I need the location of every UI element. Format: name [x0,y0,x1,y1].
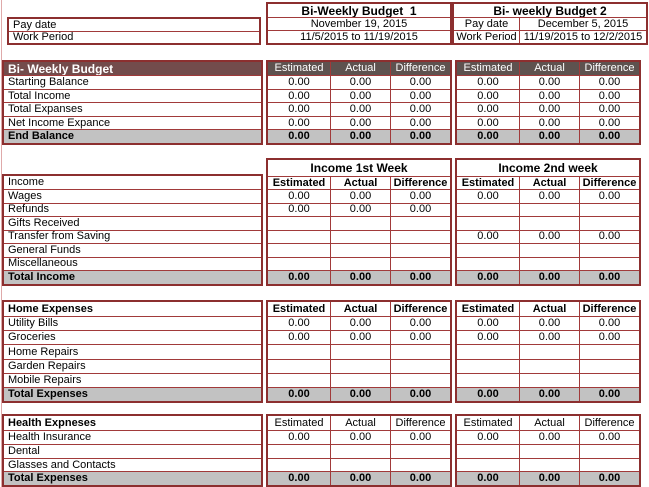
budget1-work-period-value[interactable]: 11/5/2015 to 11/19/2015 [268,30,450,43]
summary-starting-balance-b2-estimated[interactable]: 0.00 [457,75,519,89]
summary-b2-header-difference[interactable]: Difference [579,62,639,75]
income-row-general-funds-label[interactable]: General Funds [4,243,261,257]
income-transfer-from-saving-b2-difference[interactable]: 0.00 [579,230,639,244]
income-wages-b2-actual[interactable]: 0.00 [519,189,579,203]
income-miscellaneous-b1-difference[interactable] [390,257,450,271]
home-home-repairs-b2-actual[interactable] [519,344,579,359]
home-b1-header-actual[interactable]: Actual [330,302,390,316]
income-b1-table [266,158,452,286]
income-general-funds-b2-estimated[interactable] [457,243,519,257]
income-general-funds-b2-actual[interactable] [519,243,579,257]
income-b2-table [455,158,641,286]
home-b2-header-estimated[interactable]: Estimated [461,302,515,315]
summary-section-title[interactable]: Bi- Weekly Budget [4,62,261,75]
health-row-glasses-and-contacts-label[interactable]: Glasses and Contacts [4,458,261,471]
health-dental-b1-difference[interactable] [390,444,450,458]
income-b2-title[interactable]: Income 2nd week [498,161,598,175]
health-glasses-and-contacts-b1-actual[interactable] [330,458,390,471]
health-total-expenses-b2-difference[interactable]: 0.00 [579,471,639,485]
income-wages-b2-difference[interactable]: 0.00 [579,189,639,203]
income-transfer-from-saving-b2-estimated[interactable]: 0.00 [457,230,519,244]
summary-net-income-expance-b1-actual[interactable]: 0.00 [330,116,390,129]
home-total-expenses-b2-actual[interactable]: 0.00 [519,387,579,401]
home-total-expenses-b1-actual[interactable]: 0.00 [330,387,390,401]
summary-row-starting-balance-label[interactable]: Starting Balance [4,75,261,89]
home-garden-repairs-b2-estimated[interactable] [457,359,519,373]
health-dental-b1-estimated[interactable] [268,444,330,458]
home-mobile-repairs-b2-difference[interactable] [579,373,639,387]
income-general-funds-b2-difference[interactable] [579,243,639,257]
income-gifts-received-b1-actual[interactable] [330,216,390,230]
income-b1-header-actual[interactable]: Actual [330,176,390,189]
income-b1-header-difference[interactable]: Difference [390,176,450,189]
health-glasses-and-contacts-b1-estimated[interactable] [268,458,330,471]
home-b1-table [266,300,452,403]
summary-total-expanses-b1-actual[interactable]: 0.00 [330,102,390,116]
income-refunds-b2-difference[interactable] [579,203,639,217]
summary-end-balance-b2-difference[interactable]: 0.00 [579,129,639,143]
home-utility-bills-b2-estimated[interactable]: 0.00 [457,316,519,330]
summary-b1-header-difference[interactable]: Difference [390,62,450,75]
summary-starting-balance-b1-actual[interactable]: 0.00 [330,75,390,89]
income-transfer-from-saving-b1-actual[interactable] [330,230,390,244]
health-dental-b2-actual[interactable] [519,444,579,458]
summary-b1-header-actual[interactable]: Actual [330,62,390,75]
budget1-title[interactable]: Bi-Weekly Budget 1 [301,4,417,17]
income-row-miscellaneous-label[interactable]: Miscellaneous [4,257,261,271]
home-home-repairs-b2-difference[interactable] [579,344,639,359]
home-home-repairs-b1-actual[interactable] [330,344,390,359]
pay-date-label-cell[interactable]: Pay date [13,19,57,31]
home-utility-bills-b1-difference[interactable]: 0.00 [390,316,450,330]
health-health-insurance-b2-difference[interactable]: 0.00 [579,430,639,444]
summary-total-income-b1-actual[interactable]: 0.00 [330,89,390,102]
income-gifts-received-b2-difference[interactable] [579,216,639,230]
health-b2-header-estimated[interactable]: Estimated [463,416,513,429]
income-b1-header-estimated[interactable]: Estimated [268,176,330,189]
income-miscellaneous-b2-difference[interactable] [579,257,639,271]
home-label-table [2,300,263,403]
health-b2-table [455,414,641,487]
income-miscellaneous-b2-actual[interactable] [519,257,579,271]
health-health-insurance-b1-actual[interactable]: 0.00 [330,430,390,444]
health-total-expenses-b1-difference[interactable]: 0.00 [390,471,450,485]
income-refunds-b2-actual[interactable] [519,203,579,217]
summary-b2-header-estimated[interactable]: Estimated [457,62,519,75]
health-section-title[interactable]: Health Expneses [8,416,97,429]
budget2-pay-date-label-cell[interactable]: Pay date [454,17,519,30]
home-utility-bills-b1-estimated[interactable]: 0.00 [268,316,330,330]
income-refunds-b1-estimated[interactable]: 0.00 [268,203,330,217]
health-total-expenses-b2-estimated[interactable]: 0.00 [457,471,519,485]
summary-total-income-b2-difference[interactable]: 0.00 [579,89,639,102]
income-gifts-received-b2-actual[interactable] [519,216,579,230]
health-row-total-expenses-label[interactable]: Total Expenses [4,471,261,485]
summary-net-income-expance-b1-difference[interactable]: 0.00 [390,116,450,129]
health-glasses-and-contacts-b2-difference[interactable] [579,458,639,471]
summary-net-income-expance-b2-estimated[interactable]: 0.00 [457,116,519,129]
budget2-work-period-label-cell[interactable]: Work Period [454,30,519,43]
income-section-title[interactable]: Income [8,176,45,188]
income-wages-b2-estimated[interactable]: 0.00 [457,189,519,203]
home-garden-repairs-b2-actual[interactable] [519,359,579,373]
home-groceries-b2-actual[interactable]: 0.00 [519,330,579,344]
income-general-funds-b1-estimated[interactable] [268,243,330,257]
home-total-expenses-b2-difference[interactable]: 0.00 [579,387,639,401]
health-glasses-and-contacts-b1-difference[interactable] [390,458,450,471]
income-general-funds-b1-difference[interactable] [390,243,450,257]
income-row-gifts-received-label[interactable]: Gifts Received [4,216,261,230]
home-b2-table [455,300,641,403]
summary-total-income-b2-actual[interactable]: 0.00 [519,89,579,102]
home-row-mobile-repairs-label[interactable]: Mobile Repairs [4,373,261,387]
summary-end-balance-b1-difference[interactable]: 0.00 [390,129,450,143]
health-total-expenses-b2-actual[interactable]: 0.00 [519,471,579,485]
health-dental-b2-estimated[interactable] [457,444,519,458]
home-row-utility-bills-label[interactable]: Utility Bills [4,316,261,330]
home-groceries-b1-difference[interactable]: 0.00 [390,330,450,344]
home-mobile-repairs-b1-actual[interactable] [330,373,390,387]
health-dental-b2-difference[interactable] [579,444,639,458]
summary-total-income-b1-difference[interactable]: 0.00 [390,89,450,102]
budget1-pay-date-value[interactable]: November 19, 2015 [268,17,450,30]
health-b2-header-difference[interactable]: Difference [579,416,639,430]
income-total-income-b2-estimated[interactable]: 0.00 [457,270,519,284]
summary-b2-table [455,60,641,145]
summary-row-total-income-label[interactable]: Total Income [4,89,261,102]
income-total-income-b2-difference[interactable]: 0.00 [579,270,639,284]
income-total-income-b1-actual[interactable]: 0.00 [330,270,390,284]
summary-starting-balance-b2-actual[interactable]: 0.00 [519,75,579,89]
health-b2-header-actual[interactable]: Actual [519,416,579,430]
summary-end-balance-b2-estimated[interactable]: 0.00 [457,129,519,143]
summary-total-income-b1-estimated[interactable]: 0.00 [268,89,330,102]
health-health-insurance-b1-difference[interactable]: 0.00 [390,430,450,444]
home-b2-header-actual[interactable]: Actual [519,302,579,316]
health-glasses-and-contacts-b2-estimated[interactable] [457,458,519,471]
summary-total-income-b2-estimated[interactable]: 0.00 [457,89,519,102]
income-gifts-received-b1-estimated[interactable] [268,216,330,230]
health-b1-table [266,414,452,487]
summary-net-income-expance-b2-actual[interactable]: 0.00 [519,116,579,129]
income-wages-b1-actual[interactable]: 0.00 [330,189,390,203]
summary-starting-balance-b2-difference[interactable]: 0.00 [579,75,639,89]
summary-row-net-income-expance-label[interactable]: Net Income Expance [4,116,261,129]
home-utility-bills-b2-difference[interactable]: 0.00 [579,316,639,330]
health-row-dental-label[interactable]: Dental [4,444,261,458]
summary-net-income-expance-b2-difference[interactable]: 0.00 [579,116,639,129]
home-mobile-repairs-b1-difference[interactable] [390,373,450,387]
home-total-expenses-b1-estimated[interactable]: 0.00 [268,387,330,401]
home-row-groceries-label[interactable]: Groceries [4,330,261,344]
summary-b1-table [266,60,452,145]
income-refunds-b1-actual[interactable]: 0.00 [330,203,390,217]
home-section-title[interactable]: Home Expenses [8,302,93,315]
home-groceries-b1-actual[interactable]: 0.00 [330,330,390,344]
home-mobile-repairs-b2-estimated[interactable] [457,373,519,387]
income-total-income-b1-difference[interactable]: 0.00 [390,270,450,284]
health-b1-header-estimated[interactable]: Estimated [274,416,324,429]
home-total-expenses-b1-difference[interactable]: 0.00 [390,387,450,401]
summary-row-end-balance-label[interactable]: End Balance [4,129,261,143]
home-row-total-expenses-label[interactable]: Total Expenses [4,387,261,401]
home-groceries-b2-estimated[interactable]: 0.00 [457,330,519,344]
summary-total-expanses-b2-difference[interactable]: 0.00 [579,102,639,116]
income-general-funds-b1-actual[interactable] [330,243,390,257]
budget2-work-period-value[interactable]: 11/19/2015 to 12/2/2015 [519,30,646,43]
pay-info-label-table [7,17,261,45]
income-b1-title[interactable]: Income 1st Week [310,161,408,175]
health-b1-header-difference[interactable]: Difference [390,416,450,430]
home-mobile-repairs-b1-estimated[interactable] [268,373,330,387]
income-transfer-from-saving-b2-actual[interactable]: 0.00 [519,230,579,244]
home-mobile-repairs-b2-actual[interactable] [519,373,579,387]
summary-starting-balance-b1-difference[interactable]: 0.00 [390,75,450,89]
health-b1-header-actual[interactable]: Actual [330,416,390,430]
summary-end-balance-b2-actual[interactable]: 0.00 [519,129,579,143]
income-transfer-from-saving-b1-difference[interactable] [390,230,450,244]
home-b2-header-difference[interactable]: Difference [579,302,639,316]
income-gifts-received-b1-difference[interactable] [390,216,450,230]
summary-end-balance-b1-estimated[interactable]: 0.00 [268,129,330,143]
budget2-pay-date-value[interactable]: December 5, 2015 [519,17,646,30]
income-refunds-b2-estimated[interactable] [457,203,519,217]
income-miscellaneous-b2-estimated[interactable] [457,257,519,271]
home-utility-bills-b2-actual[interactable]: 0.00 [519,316,579,330]
summary-total-expanses-b1-difference[interactable]: 0.00 [390,102,450,116]
health-health-insurance-b2-actual[interactable]: 0.00 [519,430,579,444]
home-garden-repairs-b1-estimated[interactable] [268,359,330,373]
home-utility-bills-b1-actual[interactable]: 0.00 [330,316,390,330]
budget1-header-table [266,2,452,45]
health-health-insurance-b1-estimated[interactable]: 0.00 [268,430,330,444]
home-b1-header-estimated[interactable]: Estimated [272,302,326,315]
health-health-insurance-b2-estimated[interactable]: 0.00 [457,430,519,444]
summary-b2-header-actual[interactable]: Actual [519,62,579,75]
home-home-repairs-b1-difference[interactable] [390,344,450,359]
health-total-expenses-b1-estimated[interactable]: 0.00 [268,471,330,485]
health-total-expenses-b1-actual[interactable]: 0.00 [330,471,390,485]
income-b2-header-actual[interactable]: Actual [519,176,579,189]
income-gifts-received-b2-estimated[interactable] [457,216,519,230]
summary-end-balance-b1-actual[interactable]: 0.00 [330,129,390,143]
summary-starting-balance-b1-estimated[interactable]: 0.00 [268,75,330,89]
home-garden-repairs-b1-difference[interactable] [390,359,450,373]
home-garden-repairs-b1-actual[interactable] [330,359,390,373]
summary-total-expanses-b2-actual[interactable]: 0.00 [519,102,579,116]
income-row-refunds-label[interactable]: Refunds [4,203,261,217]
home-b1-header-difference[interactable]: Difference [390,302,450,316]
health-label-table [2,414,263,487]
home-groceries-b2-difference[interactable]: 0.00 [579,330,639,344]
home-total-expenses-b2-estimated[interactable]: 0.00 [457,387,519,401]
health-dental-b1-actual[interactable] [330,444,390,458]
home-home-repairs-b2-estimated[interactable] [457,344,519,359]
income-b2-header-estimated[interactable]: Estimated [457,176,519,189]
income-b2-header-difference[interactable]: Difference [579,176,639,189]
summary-net-income-expance-b1-estimated[interactable]: 0.00 [268,116,330,129]
income-row-wages-label[interactable]: Wages [4,189,261,203]
income-transfer-from-saving-b1-estimated[interactable] [268,230,330,244]
summary-label-table [2,60,263,145]
summary-total-expanses-b1-estimated[interactable]: 0.00 [268,102,330,116]
home-home-repairs-b1-estimated[interactable] [268,344,330,359]
budget2-title[interactable]: Bi- weekly Budget 2 [493,4,607,17]
income-row-total-income-label[interactable]: Total Income [4,270,261,284]
summary-b1-header-estimated[interactable]: Estimated [268,62,330,75]
health-glasses-and-contacts-b2-actual[interactable] [519,458,579,471]
health-row-health-insurance-label[interactable]: Health Insurance [4,430,261,444]
income-wages-b1-estimated[interactable]: 0.00 [268,189,330,203]
home-row-garden-repairs-label[interactable]: Garden Repairs [4,359,261,373]
income-label-table [2,174,263,286]
home-garden-repairs-b2-difference[interactable] [579,359,639,373]
work-period-label-cell[interactable]: Work Period [9,31,259,43]
income-total-income-b1-estimated[interactable]: 0.00 [268,270,330,284]
home-groceries-b1-estimated[interactable]: 0.00 [268,330,330,344]
income-refunds-b1-difference[interactable]: 0.00 [390,203,450,217]
income-total-income-b2-actual[interactable]: 0.00 [519,270,579,284]
income-wages-b1-difference[interactable]: 0.00 [390,189,450,203]
budget2-header-table [452,2,648,45]
income-row-transfer-from-saving-label[interactable]: Transfer from Saving [4,230,261,244]
income-miscellaneous-b1-estimated[interactable] [268,257,330,271]
home-row-home-repairs-label[interactable]: Home Repairs [4,344,261,359]
income-miscellaneous-b1-actual[interactable] [330,257,390,271]
summary-row-total-expanses-label[interactable]: Total Expanses [4,102,261,116]
summary-total-expanses-b2-estimated[interactable]: 0.00 [457,102,519,116]
